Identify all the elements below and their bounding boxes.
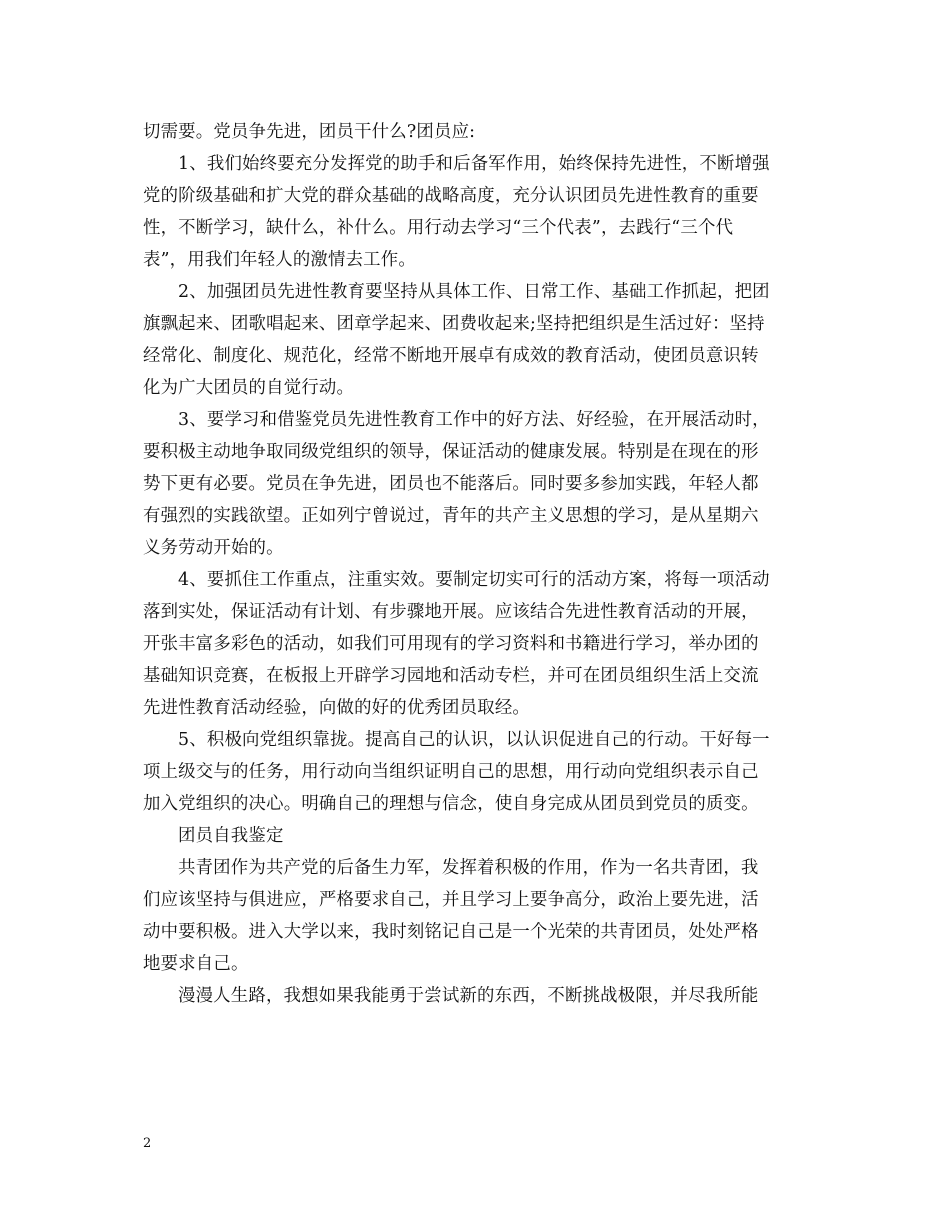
text-line: 2、加强团员先进性教育要坚持从具体工作、日常工作、基础工作抓起，把团 bbox=[178, 282, 770, 302]
text-line: 经常化、制度化、规范化，经常不断地开展卓有成效的教育活动，使团员意识转 bbox=[143, 346, 759, 366]
text-line: 化为广大团员的自觉行动。 bbox=[143, 378, 355, 398]
text-line: 共青团作为共产党的后备生力军，发挥着积极的作用，作为一名共青团，我 bbox=[178, 858, 759, 878]
text-line: 地要求自己。 bbox=[143, 954, 249, 974]
text-line: 团员自我鉴定 bbox=[178, 826, 284, 846]
text-line: 们应该坚持与俱进应，严格要求自己，并且学习上要争高分，政治上要先进，活 bbox=[143, 890, 759, 910]
text-line: 要积极主动地争取同级党组织的领导，保证活动的健康发展。特别是在现在的形 bbox=[143, 442, 759, 462]
text-line: 表”，用我们年轻人的激情去工作。 bbox=[143, 250, 416, 270]
text-line: 有强烈的实践欲望。正如列宁曾说过，青年的共产主义思想的学习，是从星期六 bbox=[143, 506, 759, 526]
text-line: 3、要学习和借鉴党员先进性教育工作中的好方法、好经验，在开展活动时， bbox=[178, 410, 770, 430]
text-line: 势下更有必要。党员在争先进，团员也不能落后。同时要多参加实践，年轻人都 bbox=[143, 474, 759, 494]
text-line: 先进性教育活动经验，向做的好的优秀团员取经。 bbox=[143, 698, 530, 718]
text-line: 加入党组织的决心。明确自己的理想与信念，使自身完成从团员到党员的质变。 bbox=[143, 794, 759, 814]
text-line: 项上级交与的任务，用行动向当组织证明自己的思想，用行动向党组织表示自己 bbox=[143, 762, 759, 782]
text-line: 5、积极向党组织靠拢。提高自己的认识，以认识促进自己的行动。干好每一 bbox=[178, 730, 770, 750]
text-line: 基础知识竞赛，在板报上开辟学习园地和活动专栏，并可在团员组织生活上交流 bbox=[143, 666, 759, 686]
text-line: 1、我们始终要充分发挥党的助手和后备军作用，始终保持先进性，不断增强 bbox=[178, 154, 770, 174]
text-line: 4、要抓住工作重点，注重实效。要制定切实可行的活动方案，将每一项活动 bbox=[178, 570, 770, 590]
text-line: 义务劳动开始的。 bbox=[143, 538, 284, 558]
text-line: 开张丰富多彩色的活动，如我们可用现有的学习资料和书籍进行学习，举办团的 bbox=[143, 634, 759, 654]
text-line: 落到实处，保证活动有计划、有步骤地开展。应该结合先进性教育活动的开展， bbox=[143, 602, 759, 622]
text-line: 动中要积极。进入大学以来，我时刻铭记自己是一个光荣的共青团员，处处严格 bbox=[143, 922, 759, 942]
text-line: 漫漫人生路，我想如果我能勇于尝试新的东西，不断挑战极限，并尽我所能 bbox=[178, 986, 759, 1006]
document-body bbox=[143, 116, 811, 1012]
text-line: 党的阶级基础和扩大党的群众基础的战略高度，充分认识团员先进性教育的重要 bbox=[143, 186, 759, 206]
text-line: 旗飘起来、团歌唱起来、团章学起来、团费收起来;坚持把组织是生活过好：坚持 bbox=[143, 314, 765, 334]
text-line: 性，不断学习，缺什么，补什么。用行动去学习“三个代表”，去践行“三个代 bbox=[143, 218, 734, 238]
text-line: 切需要。党员争先进，团员干什么?团员应: bbox=[143, 122, 476, 142]
page-number: 2 bbox=[143, 1136, 152, 1151]
